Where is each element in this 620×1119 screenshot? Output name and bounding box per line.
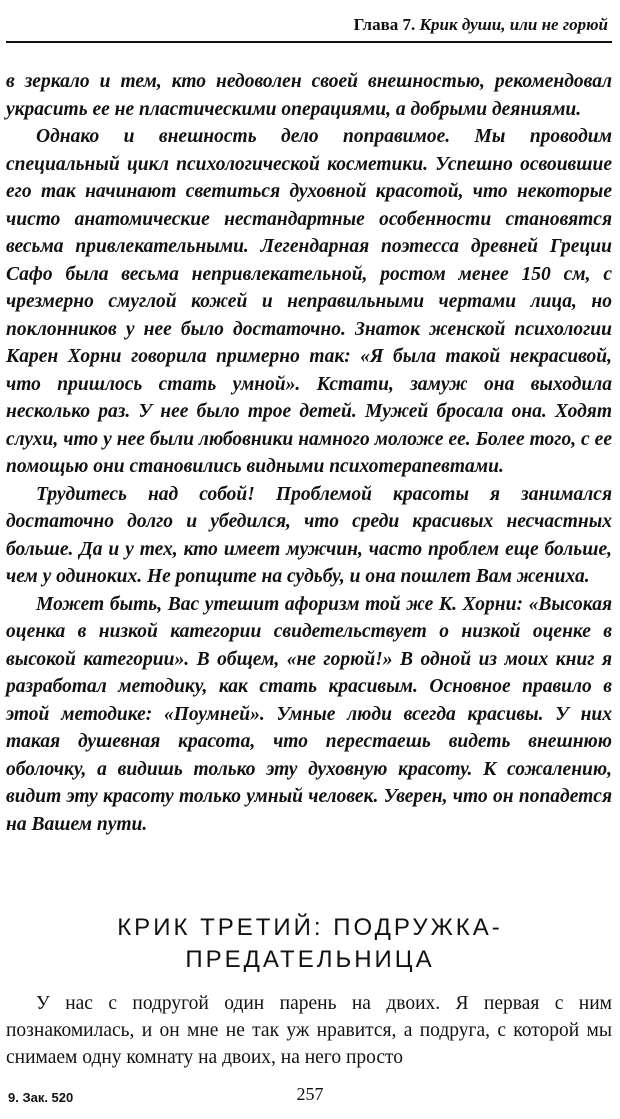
letter-paragraph: У нас с подругой один парень на двоих. Я первая с ним познакомилась, и он мне не так уж нравится, а подруга, с которой мы снимаем одну комнату на двоих, на него просто <box>6 993 612 1068</box>
body-text <box>6 68 612 838</box>
paragraph-1: в зеркало и тем, кто недоволен своей внешностью, рекомендовал украсить ее не пластическими операциями, а добрыми деяниями. <box>6 71 612 120</box>
paragraph-4: Может быть, Вас утешит афоризм той же К. Хорни: «Высокая оценка в низкой категории свидетельствует о низкой оценке в высокой категории». В общем, «не горюй!» В одной из моих книг я разработал методику, как стать красивым. Основное правило в этой методике: «Поумней». Умные люди всегда красивы. У них такая душевная красота, что перестаешь видеть внешнюю оболочку, а видишь только эту духовную красоту. К сожалению, видит эту красоту только умный человек. Уверен, что он попадется на Вашем пути. <box>6 593 612 835</box>
paragraph-2: Однако и внешность дело поправимое. Мы проводим специальный цикл психологической косметики. Успешно освоившие его так начинают светиться духовной красотой, что некоторые чисто анатомические нестандартные особенности становятся весьма привлекательными. Легендарная поэтесса древней Греции Сафо была весьма непривлекательной, ростом менее 150 см, с чрезмерно смуглой кожей и неправильными чертами лица, но поклонников у нее было достаточно. Знаток женской психологии Карен Хорни говорила примерно так: «Я была такой некрасивой, что пришлось стать умной». Кстати, замуж она выходила несколько раз. У нее было трое детей. Мужей бросала она. Ходят слухи, что у нее были любовники намного моложе ее. Более того, с ее помощью они становились видными психотерапевтами. <box>6 126 612 477</box>
paragraph-3: Трудитесь над собой! Проблемой красоты я занимался достаточно долго и убедился, что среди красивых несчастных больше. Да и у тех, кто имеет мужчин, часто проблем еще больше, чем у одиноких. Не ропщите на судьбу, и она пошлет Вам жениха. <box>6 483 612 587</box>
header-rule <box>6 41 612 43</box>
running-head-chapter: Глава 7. <box>353 15 416 34</box>
section-title-line-2: ПРЕДАТЕЛЬНИЦА <box>185 946 435 973</box>
running-head-title: Крик души, или не горюй <box>419 15 608 34</box>
printer-signature: 9. Зак. 520 <box>8 1090 74 1105</box>
running-head <box>354 14 608 36</box>
section-title-line-1: КРИК ТРЕТИЙ: ПОДРУЖКА- <box>117 914 503 941</box>
page-number: 257 <box>296 1084 324 1104</box>
section-title <box>0 912 620 976</box>
